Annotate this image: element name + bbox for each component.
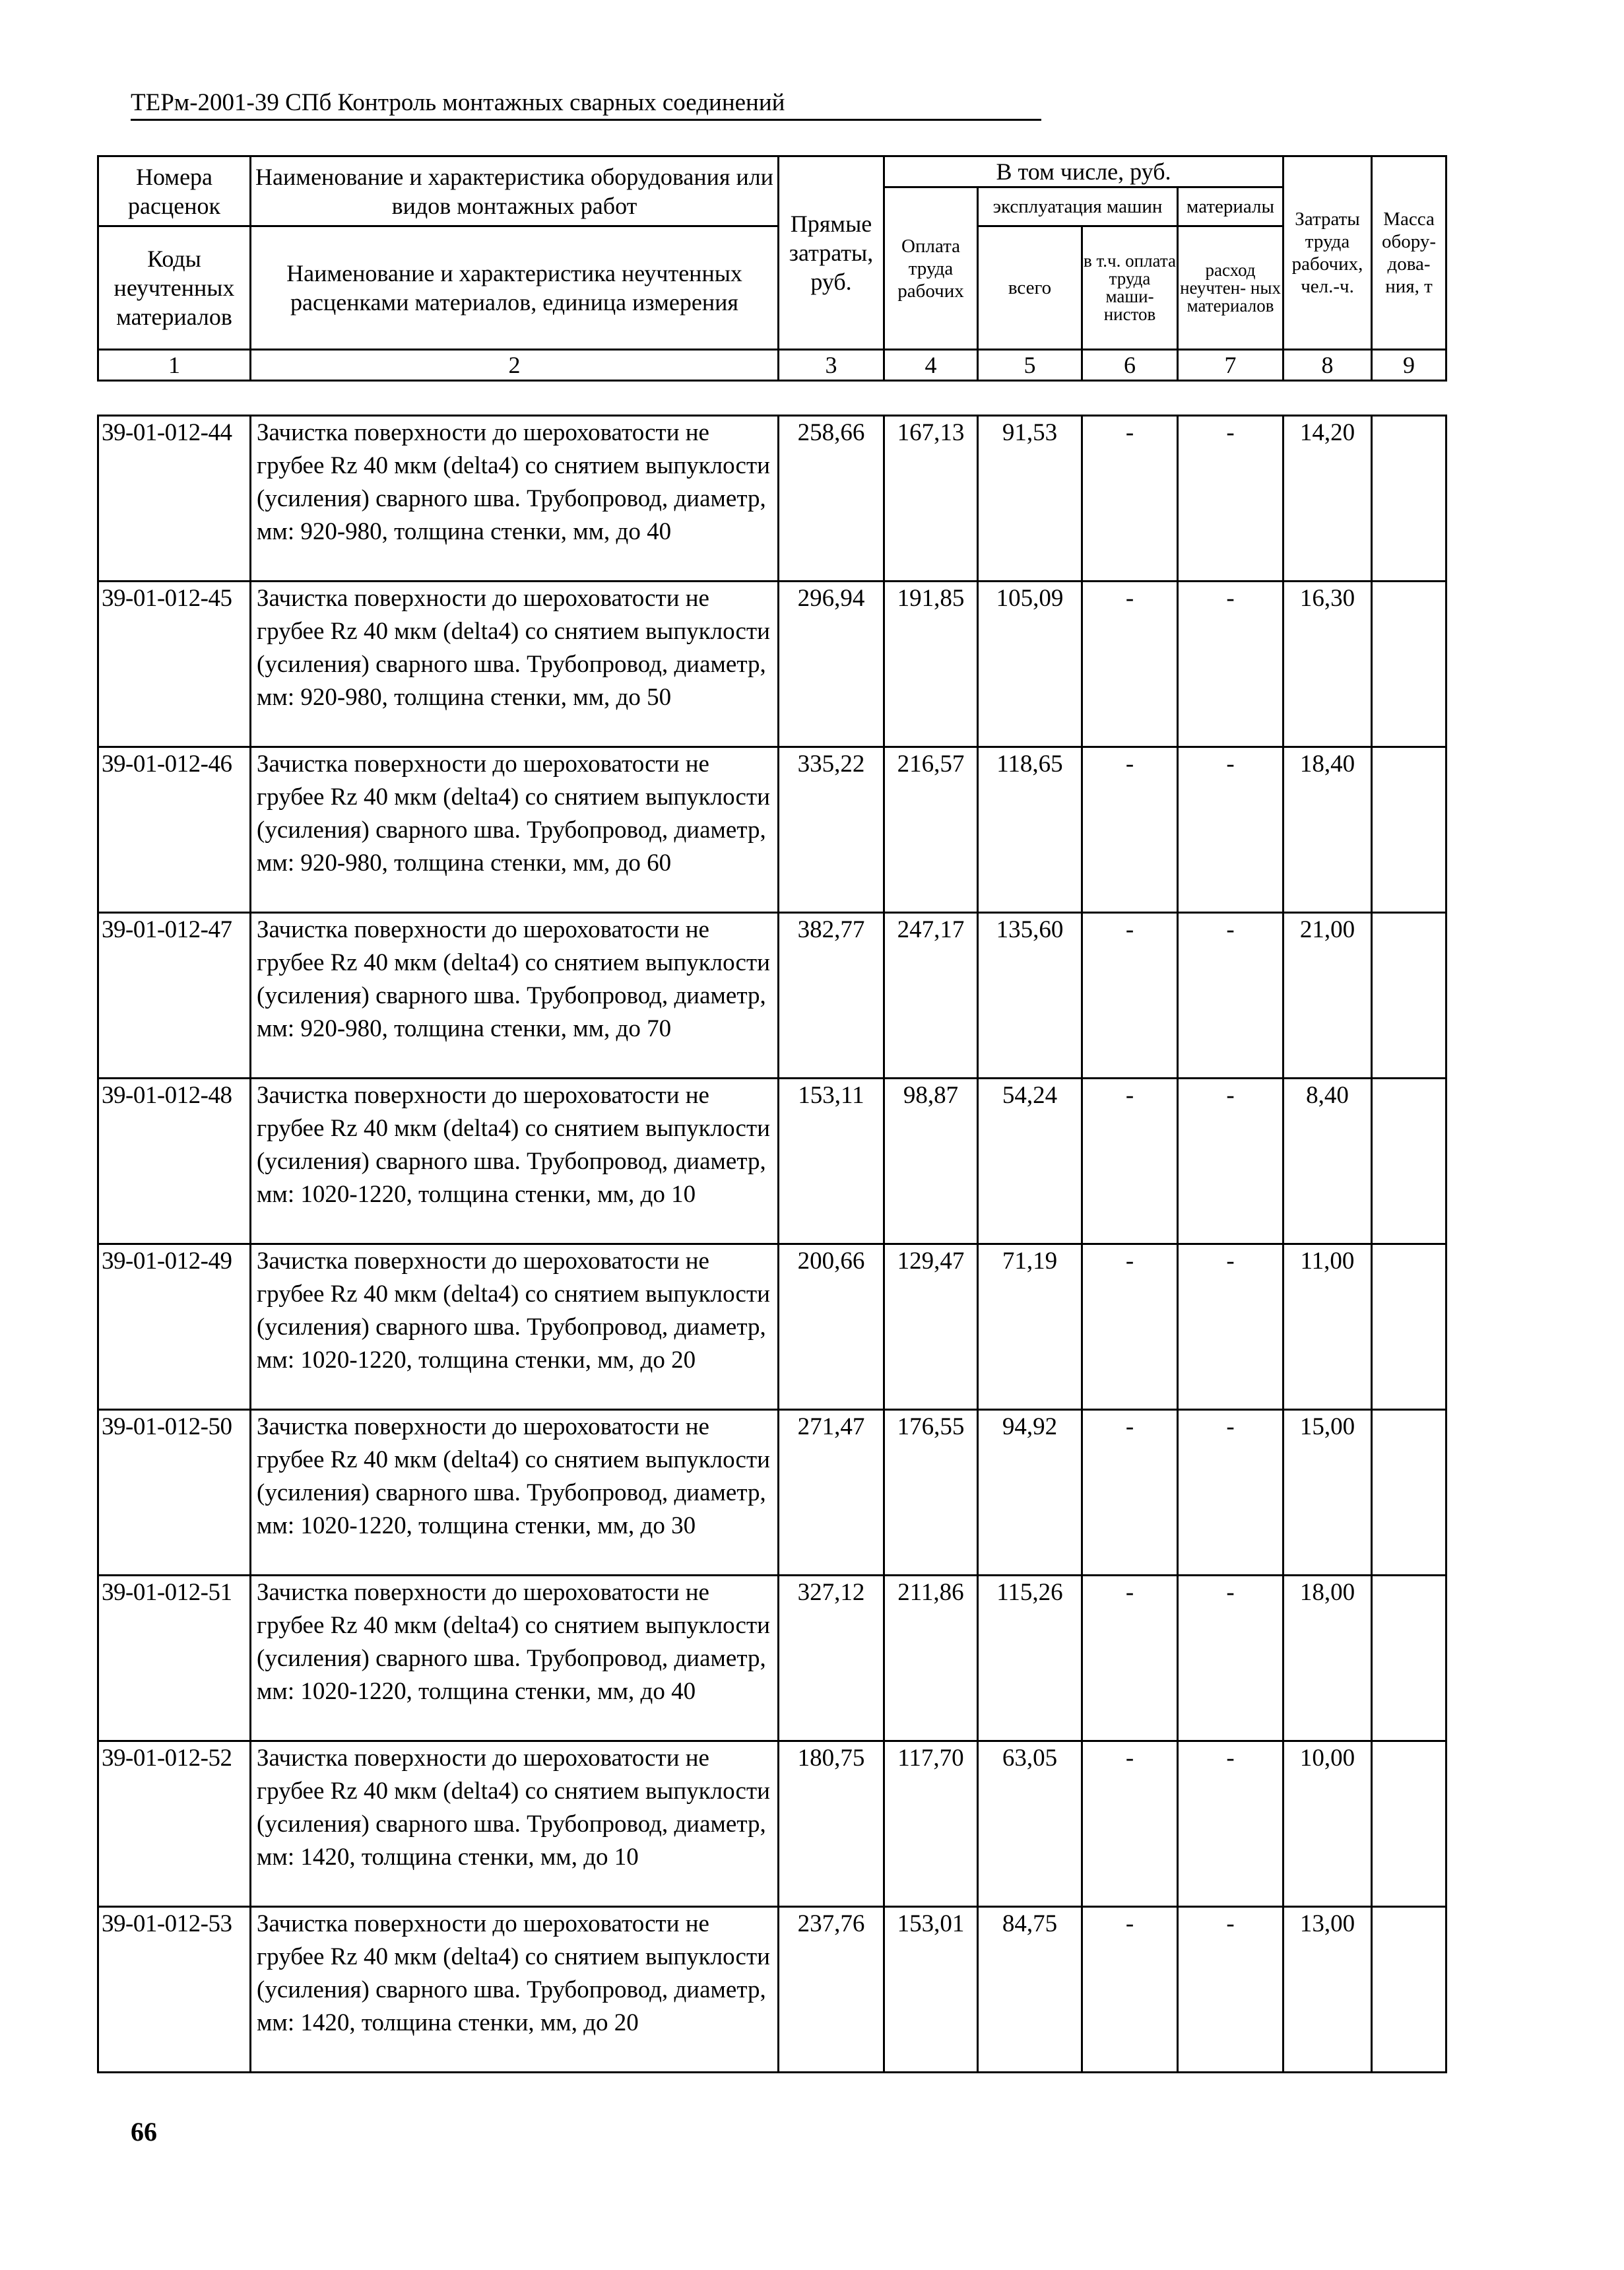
operators-pay: - [1082,416,1178,582]
column-number: 9 [1372,350,1446,381]
machines-total: 135,60 [978,913,1082,1079]
machines-total: 94,92 [978,1410,1082,1576]
labor-pay: 167,13 [884,416,978,582]
direct-costs: 335,22 [779,747,884,913]
operators-pay: - [1082,1244,1178,1410]
labor-hours: 10,00 [1283,1741,1372,1907]
operators-pay: - [1082,1576,1178,1741]
direct-costs: 237,76 [779,1907,884,2073]
labor-hours: 11,00 [1283,1244,1372,1410]
rate-description [251,1741,779,1907]
header-machines: эксплуатация машин [978,187,1178,226]
rate-description-text: Зачистка поверхности до шероховатости не грубее Rz 40 мкм (delta4) со снятием выпуклости (усиления) сварного шва. Трубопровод, диаметр, мм: 1420, толщина стенки, мм, до 20 [257,1910,770,2036]
labor-pay: 247,17 [884,913,978,1079]
machines-total: 105,09 [978,582,1082,747]
equipment-mass [1372,416,1446,582]
materials-usage: - [1178,1576,1283,1741]
equipment-mass [1372,1907,1446,2073]
rate-code: 39-01-012-50 [98,1410,251,1576]
rate-code: 39-01-012-47 [98,913,251,1079]
rate-description-text: Зачистка поверхности до шероховатости не грубее Rz 40 мкм (delta4) со снятием выпуклости (усиления) сварного шва. Трубопровод, диаметр, мм: 1020-1220, толщина стенки, мм, до 20 [257,1248,770,1374]
operators-pay: - [1082,1410,1178,1576]
header-including: В том числе, руб. [884,156,1283,187]
page-title: ТЕРм-2001-39 СПб Контроль монтажных сварных соединений [131,88,1041,121]
rate-description-text: Зачистка поверхности до шероховатости не грубее Rz 40 мкм (delta4) со снятием выпуклости (усиления) сварного шва. Трубопровод, диаметр, мм: 920-980, толщина стенки, мм, до 60 [257,751,770,877]
machines-total: 84,75 [978,1907,1082,2073]
header-machines-total: всего [978,226,1082,350]
equipment-mass [1372,913,1446,1079]
rate-description [251,1244,779,1410]
labor-hours: 21,00 [1283,913,1372,1079]
operators-pay: - [1082,1079,1178,1244]
header-rate-numbers: Номера расценок [98,156,251,226]
rate-description [251,416,779,582]
labor-pay: 153,01 [884,1907,978,2073]
column-number: 3 [779,350,884,381]
equipment-mass [1372,1410,1446,1576]
header-labor-pay: Оплата труда рабочих [884,187,978,350]
rate-code: 39-01-012-52 [98,1741,251,1907]
table-body [97,415,1447,2073]
labor-pay: 216,57 [884,747,978,913]
direct-costs: 153,11 [779,1079,884,1244]
operators-pay: - [1082,747,1178,913]
rate-description [251,913,779,1079]
header-equipment-mass: Масса обору- дова- ния, т [1372,156,1446,350]
rate-code: 39-01-012-49 [98,1244,251,1410]
machines-total: 63,05 [978,1741,1082,1907]
column-number: 7 [1178,350,1283,381]
header-labor-hours: Затраты труда рабочих, чел.-ч. [1283,156,1372,350]
header-material-usage: расход неучтен- ных материалов [1178,226,1283,350]
equipment-mass [1372,747,1446,913]
table-row [98,1410,1446,1576]
operators-pay: - [1082,1907,1178,2073]
rate-description [251,1079,779,1244]
rate-description-text: Зачистка поверхности до шероховатости не грубее Rz 40 мкм (delta4) со снятием выпуклости (усиления) сварного шва. Трубопровод, диаметр, мм: 1020-1220, толщина стенки, мм, до 30 [257,1413,770,1539]
header-direct-costs: Прямые затраты, руб. [779,156,884,350]
rate-code: 39-01-012-48 [98,1079,251,1244]
labor-hours: 18,40 [1283,747,1372,913]
labor-pay: 98,87 [884,1079,978,1244]
machines-total: 115,26 [978,1576,1082,1741]
rate-code: 39-01-012-51 [98,1576,251,1741]
labor-hours: 14,20 [1283,416,1372,582]
machines-total: 91,53 [978,416,1082,582]
rate-description-text: Зачистка поверхности до шероховатости не грубее Rz 40 мкм (delta4) со снятием выпуклости (усиления) сварного шва. Трубопровод, диаметр, мм: 1020-1220, толщина стенки, мм, до 40 [257,1579,770,1705]
materials-usage: - [1178,582,1283,747]
materials-usage: - [1178,913,1283,1079]
operators-pay: - [1082,913,1178,1079]
labor-hours: 8,40 [1283,1079,1372,1244]
direct-costs: 258,66 [779,416,884,582]
labor-hours: 13,00 [1283,1907,1372,2073]
column-number: 4 [884,350,978,381]
column-number: 1 [98,350,251,381]
direct-costs: 327,12 [779,1576,884,1741]
header-material-codes: Коды неучтенных материалов [98,226,251,350]
materials-usage: - [1178,1907,1283,2073]
header-material-name: Наименование и характеристика неучтенных расценками материалов, единица измерения [251,226,779,350]
labor-pay: 191,85 [884,582,978,747]
materials-usage: - [1178,1741,1283,1907]
machines-total: 118,65 [978,747,1082,913]
table-row [98,913,1446,1079]
column-number: 6 [1082,350,1178,381]
materials-usage: - [1178,747,1283,913]
rate-code: 39-01-012-53 [98,1907,251,2073]
rate-description [251,1410,779,1576]
direct-costs: 382,77 [779,913,884,1079]
machines-total: 71,19 [978,1244,1082,1410]
table-row [98,416,1446,582]
rate-code: 39-01-012-44 [98,416,251,582]
table-row [98,1079,1446,1244]
direct-costs: 271,47 [779,1410,884,1576]
direct-costs: 180,75 [779,1741,884,1907]
equipment-mass [1372,582,1446,747]
rate-description-text: Зачистка поверхности до шероховатости не грубее Rz 40 мкм (delta4) со снятием выпуклости (усиления) сварного шва. Трубопровод, диаметр, мм: 1420, толщина стенки, мм, до 10 [257,1745,770,1871]
equipment-mass [1372,1244,1446,1410]
operators-pay: - [1082,1741,1178,1907]
labor-hours: 16,30 [1283,582,1372,747]
table-row [98,582,1446,747]
rate-description [251,582,779,747]
column-number: 2 [251,350,779,381]
equipment-mass [1372,1741,1446,1907]
header-work-name: Наименование и характеристика оборудования или видов монтажных работ [251,156,779,226]
column-number: 8 [1283,350,1372,381]
column-number: 5 [978,350,1082,381]
machines-total: 54,24 [978,1079,1082,1244]
table-row [98,1907,1446,2073]
header-column-numbers [98,350,1446,381]
page-number: 66 [131,2117,157,2147]
equipment-mass [1372,1079,1446,1244]
header-materials: материалы [1178,187,1283,226]
labor-pay: 129,47 [884,1244,978,1410]
operators-pay: - [1082,582,1178,747]
rate-description-text: Зачистка поверхности до шероховатости не грубее Rz 40 мкм (delta4) со снятием выпуклости (усиления) сварного шва. Трубопровод, диаметр, мм: 1020-1220, толщина стенки, мм, до 10 [257,1082,770,1208]
table-header [97,155,1447,382]
table-row [98,1244,1446,1410]
header-operators-pay: в т.ч. оплата труда маши- нистов [1082,226,1178,350]
labor-pay: 211,86 [884,1576,978,1741]
rate-description-text: Зачистка поверхности до шероховатости не грубее Rz 40 мкм (delta4) со снятием выпуклости (усиления) сварного шва. Трубопровод, диаметр, мм: 920-980, толщина стенки, мм, до 70 [257,916,770,1042]
rate-description-text: Зачистка поверхности до шероховатости не грубее Rz 40 мкм (delta4) со снятием выпуклости (усиления) сварного шва. Трубопровод, диаметр, мм: 920-980, толщина стенки, мм, до 40 [257,419,770,545]
materials-usage: - [1178,1410,1283,1576]
materials-usage: - [1178,416,1283,582]
labor-pay: 117,70 [884,1741,978,1907]
direct-costs: 200,66 [779,1244,884,1410]
labor-pay: 176,55 [884,1410,978,1576]
rate-code: 39-01-012-46 [98,747,251,913]
direct-costs: 296,94 [779,582,884,747]
labor-hours: 18,00 [1283,1576,1372,1741]
table-row [98,747,1446,913]
table-row [98,1741,1446,1907]
table-row [98,1576,1446,1741]
rate-description-text: Зачистка поверхности до шероховатости не грубее Rz 40 мкм (delta4) со снятием выпуклости (усиления) сварного шва. Трубопровод, диаметр, мм: 920-980, толщина стенки, мм, до 50 [257,585,770,711]
materials-usage: - [1178,1079,1283,1244]
rate-description [251,1907,779,2073]
rate-description [251,747,779,913]
rate-description [251,1576,779,1741]
rate-code: 39-01-012-45 [98,582,251,747]
materials-usage: - [1178,1244,1283,1410]
equipment-mass [1372,1576,1446,1741]
labor-hours: 15,00 [1283,1410,1372,1576]
